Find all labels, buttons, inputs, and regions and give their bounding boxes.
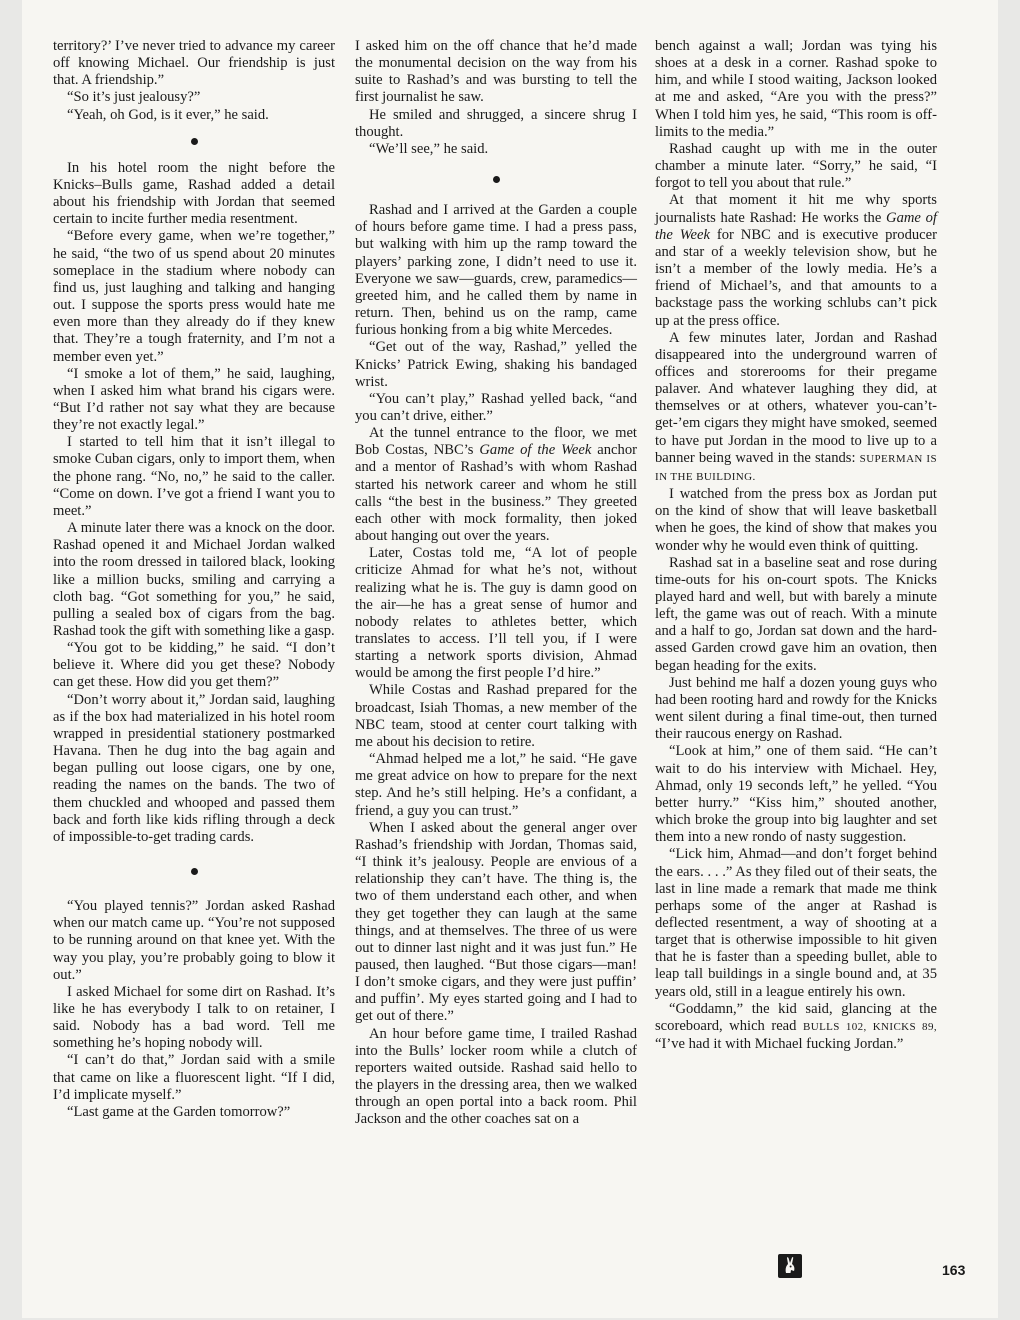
paragraph (655, 330, 937, 486)
paragraph-text: At the tunnel entrance to the floor, we met Bob Costas, NBC’s (355, 425, 637, 459)
paragraph-text: A few minutes later, Jordan and Rashad disappeared into the underground warren of offices and storerooms for their pregame palaver. And whatever laughing they did, at themselves or at others, whatever you-can’t-get-’em cigars they might have smoked, seemed to have put Jordan in the mood to live up to a banner being waved in the stands: (655, 329, 937, 466)
paragraph-text: “Goddamn,” the kid said, glancing at the scoreboard, which read (655, 1000, 937, 1034)
paragraph: “I can’t do that,” Jordan said with a smile that came on like a fluorescent light. “If I did, I’d implicate myself.” (53, 1052, 335, 1103)
paragraph-text: anchor and a mentor of Rashad’s with whom Rashad started his network career and whom he still calls “the best in the business.” They greeted each other with mock formality, then joked about hanging out over the years. (355, 442, 637, 545)
paragraph: “Ahmad helped me a lot,” he said. “He gave me great advice on how to prepare for the next step. And he’s still helping. He’s a confidant, a friend, a guy you can trust.” (355, 751, 637, 819)
paragraph: Later, Costas told me, “A lot of people criticize Ahmad for what he’s not, without realizing what he is. The guy is damn good on the air—he has a great sense of humor and nobody relates to athletes better, which translates to access. I’ll tell you, if I were starting a network sports division, Ahmad would be among the first people I’d hire.” (355, 545, 637, 682)
paragraph: Rashad and I arrived at the Garden a couple of hours before game time. I had a press pass, but walking with him up the ramp toward the players’ parking zone, I didn’t need to use it. Everyone we saw—guards, crew, paramedics—greeted him, and he called them by name in return. Then, behind us on the ramp, came furious honking from a big white Mercedes. (355, 202, 637, 339)
paragraph: “You played tennis?” Jordan asked Rashad when our match came up. “You’re not supposed to be running around on that knee yet. With the way you play, you’re probably going to blow it out.” (53, 898, 335, 983)
paragraph: While Costas and Rashad prepared for the broadcast, Isiah Thomas, a new member of the NBC team, stood at center court talking with me about his decision to retire. (355, 682, 637, 750)
paragraph: When I asked about the general anger over Rashad’s friendship with Jordan, Thomas said, “I think it’s jealousy. People are envious of a relationship they can’t have. The thing is, the two of them understand each other, and when they get together they can laugh at the same things, and at themselves. The three of us were out to dinner last night and it was just fun.” He paused, then laughed. “But those cigars—man! I don’t smoke cigars, and they were just puffin’ and puffin’. My eyes started going and I had to get out of there.” (355, 819, 637, 1025)
paragraph: Just behind me half a dozen young guys who had been rooting hard and rowdy for the Knicks went silent during a final time-out, then turned their raucous energy on Rashad. (655, 674, 937, 743)
paragraph-text: for NBC and is executive producer and star of a weekly television show, but he isn’t a member of the lowly media. He’s a friend of Michael’s, and that amounts to a backstage pass the working schlubs can’t pick up at the press office. (655, 226, 937, 329)
paragraph: He smiled and shrugged, a sincere shrug I thought. (355, 106, 637, 140)
paragraph: “Yeah, oh God, is it ever,” he said. (67, 106, 269, 123)
paragraph: “You got to be kidding,” he said. “I don’t believe it. Where did you get these? Nobody can get these. How did you get them?” (53, 640, 335, 691)
paragraph: I started to tell him that it isn’t illegal to smoke Cuban cigars, only to import them, when the phone rang. “No, no,” he said to the caller. “Come on down. I’ve got a friend I want you to meet.” (53, 434, 335, 519)
show-title: Game of the Week (479, 442, 592, 459)
scoreboard-text: BULLS 102, KNICKS 89, (802, 1020, 937, 1033)
text-column-3 (655, 38, 937, 1053)
paragraph: “Last game at the Garden tomorrow?” (67, 1103, 291, 1120)
page-number: 163 (942, 1262, 966, 1278)
text-column-1 (53, 38, 335, 1121)
paragraph: “I smoke a lot of them,” he said, laughing, when I asked him what brand his cigars were. “But I’d rather not say what they are because they’re not exactly legal.” (53, 365, 335, 434)
text-column-2 (355, 38, 637, 1129)
paragraph (355, 425, 637, 545)
paragraph: “Don’t worry about it,” Jordan said, laughing as if the box had materialized in his hotel room wrapped in presidential stationery postmarked Havana. Then he dug into the bag again and began pulling out loose cigars, one by one, reading the names on the bands. The two of them chuckled and whooped and passed them back and forth like kids rifling through a deck of impossible-to-get trading cards. (53, 691, 335, 845)
section-break-bullet (53, 124, 335, 160)
section-break-bullet (53, 846, 335, 898)
rabbit-head-icon (778, 1254, 802, 1278)
paragraph: bench against a wall; Jordan was tying his shoes at a desk in a corner. Rashad spoke to him, and while I stood waiting, Jackson looked at me and asked, “Are you with the press?” When I told him yes, he said, “This room is off-limits to the media.” (655, 38, 937, 140)
paragraph: “You can’t play,” Rashad yelled back, “and you can’t drive, either.” (355, 390, 637, 424)
paragraph: “So it’s just jealousy?” (67, 89, 201, 106)
paragraph: “Lick him, Ahmad—and don’t forget behind the ears. . . .” As they filed out of their seats, the last in line made a remark that made me think perhaps some of the anger at Rashad is deflected resentment, a way of shooting at a target that is otherwise impossible to hit given that he is faster than a speeding bullet, able to leap tall buildings in a single bound and, at 35 years old, still in a league entirely his own. (655, 846, 937, 1000)
paragraph: “We’ll see,” he said. (369, 140, 489, 157)
paragraph: “Look at him,” one of them said. “He can’t wait to do his interview with Michael. Hey, Ahmad, only 19 seconds left,” he yelled. “You better hurry.” “Kiss him,” shouted another, which broke the group into big laughter and set them into a new rondo of nasty suggestion. (655, 743, 937, 846)
paragraph: I asked Michael for some dirt on Rashad. It’s like he has everybody I talk to on retainer, I said. Nobody has a bad word. Tell me something he’s hoping nobody will. (53, 983, 335, 1052)
paragraph: An hour before game time, I trailed Rashad into the Bulls’ locker room while a clutch of reporters waited outside. Rashad said hello to the players in the dressing area, then we walked through an open portal into a back room. Phil Jackson and the other coaches sat on a (355, 1025, 637, 1128)
paragraph: In his hotel room the night before the Knicks–Bulls game, Rashad added a detail about his friendship with Jordan that seemed certain to incite further media resentment. (53, 159, 335, 228)
paragraph: territory?’ I’ve never tried to advance my career off knowing Michael. Our friendship is just that. A friendship.” (53, 38, 335, 89)
paragraph: Rashad sat in a baseline seat and rose during time-outs for his on-court spots. The Knicks played hard and well, but with barely a minute left, the game was out of reach. With a minute and a half to go, Jordan sat down and the hard-assed Garden crowd gave him an ovation, then began heading for the exits. (655, 554, 937, 674)
banner-text: SUPERMAN IS IN THE BUILDING. (655, 452, 937, 483)
show-title: Game of the Week (655, 209, 937, 243)
paragraph (655, 1001, 937, 1053)
paragraph: Rashad caught up with me in the outer chamber a minute later. “Sorry,” he said, “I forgot to tell you about that rule.” (655, 140, 937, 192)
paragraph (655, 192, 937, 329)
section-break-bullet (355, 158, 637, 202)
paragraph-text: “I’ve had it with Michael fucking Jordan.” (655, 1036, 904, 1053)
magazine-page (22, 0, 998, 1318)
paragraph: “Before every game, when we’re together,” he said, “the two of us spend about 20 minutes someplace in the stadium where nobody can find us, just laughing and talking and hanging out. I suppose the sports press would hate me even more than they already do if they knew that. They’re a tough fraternity, and I’m not a member even yet.” (53, 228, 335, 365)
paragraph: “Get out of the way, Rashad,” yelled the Knicks’ Patrick Ewing, shaking his bandaged wrist. (355, 339, 637, 390)
paragraph-text: At that moment it hit me why sports journalists hate Rashad: He works the (655, 192, 937, 226)
paragraph: I asked him on the off chance that he’d made the monumental decision on the way from his suite to Rashad’s and was bursting to tell the first journalist he saw. (355, 38, 637, 106)
paragraph: A minute later there was a knock on the door. Rashad opened it and Michael Jordan walked into the room dressed in tailored black, looking like a million bucks, smiling and carrying a cloth bag. “Got something for you,” he said, pulling a sealed box of cigars from the bag. Rashad took the gift with something like a gasp. (53, 520, 335, 639)
paragraph: I watched from the press box as Jordan put on the kind of show that will leave basketball when he goes, the kind of show that makes you wonder why he would even think of quitting. (655, 486, 937, 554)
